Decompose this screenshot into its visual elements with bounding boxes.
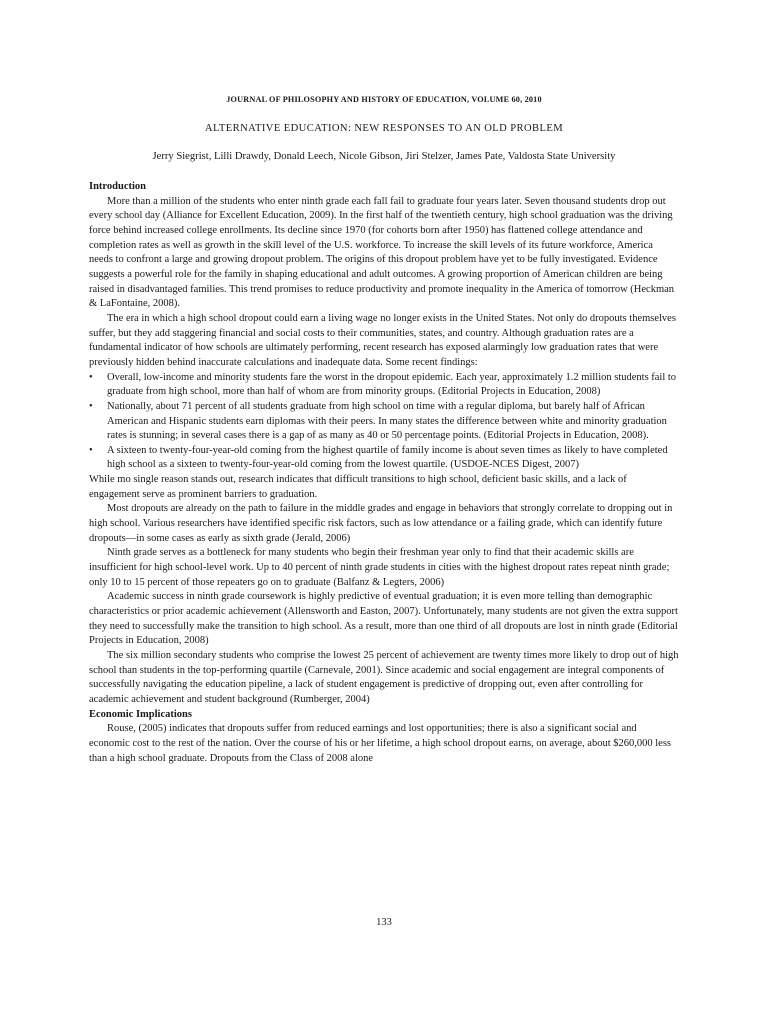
findings-list <box>89 371 679 474</box>
bullet-icon: • <box>89 400 93 412</box>
page-number: 133 <box>376 917 392 928</box>
author-line: Jerry Siegrist, Lilli Drawdy, Donald Leech, Nicole Gibson, Jiri Stelzer, James Pate, Valdosta State University <box>152 151 616 162</box>
bullet-icon: • <box>89 371 93 383</box>
section-heading-introduction: Introduction <box>89 181 146 192</box>
bullet-icon: • <box>89 444 93 456</box>
paragraph: Most dropouts are already on the path to failure in the middle grades and engage in behaviors that strongly correlate to dropping out in high school. Various researchers have identified specific risk factors, such as low attendance or a failing grade, which can identify future dropouts—in some cases as early as sixth grade (Jerald, 2006) <box>89 503 673 544</box>
paragraph: The era in which a high school dropout could earn a living wage no longer exists in the United States. Not only do dropouts themselves suffer, but they add staggering financial and social costs to their communities, states, and country. Although graduation rates are a fundamental indicator of how schools are ultimately performing, recent research has exposed alarmingly low graduation rates that were previously hidden behind inaccurate calculations and inadequate data. Some recent findings: <box>89 312 676 368</box>
paragraph: Rouse, (2005) indicates that dropouts suffer from reduced earnings and lost opportunities; there is also a significant social and economic cost to the rest of the nation. Over the course of his or her lifetime, a high school dropout earns, on average, about $260,000 less than a high school graduate. Dropouts from the Class of 2008 alone <box>89 723 672 764</box>
paragraph: Academic success in ninth grade coursework is highly predictive of eventual graduation; it is even more telling than demographic characteristics or prior academic achievement (Allensworth and Easton, 2007). Unfortunately, many students are not given the extra support they need to successfully make the transition to high school. As a result, more than one third of all dropouts are lost in ninth grade (Editorial Projects in Education, 2008) <box>89 591 678 647</box>
running-header: JOURNAL OF PHILOSOPHY AND HISTORY OF EDUCATION, VOLUME 60, 2010 <box>226 95 542 104</box>
paragraph: The six million secondary students who comprise the lowest 25 percent of achievement are twenty times more likely to drop out of high school than students in the top-performing quartile (Carnevale, 2001). Since academic and social engagement are integral components of successfully navigating the education pipeline, a lack of student engagement is predictive of dropping out, even after controlling for academic achievement and student background (Rumberger, 2004) <box>89 650 679 705</box>
list-item-text: Overall, low-income and minority students fare the worst in the dropout epidemic. Each year, approximately 1.2 million students fail to graduate from high school, more than half of whom are from minority groups. (Editorial Projects in Education, 2008) <box>107 371 677 398</box>
paragraph: More than a million of the students who enter ninth grade each fall fail to graduate four years later. Seven thousand students drop out every school day (Alliance for Excellent Education, 2009). In the first half of the twentieth century, high school graduation was the driving force behind increased college enrollments. Its decline since 1970 (for cohorts born after 1950) has flattened college attendance and completion rates as well as growth in the skill level of the U.S. workforce. To increase the skill levels of its future workforce, America needs to confront a large and growing dropout problem. The origins of this dropout problem have yet to be fully investigated. Evidence suggests a powerful role for the family in shaping educational and adult outcomes. A growing proportion of American children are being raised in disadvantaged families. This trend promises to reduce productivity and promote inequality in the America of tomorrow (Heckman & LaFontaine, 2008). <box>89 195 675 310</box>
list-item <box>89 371 679 400</box>
list-item <box>89 400 679 444</box>
paragraph: Ninth grade serves as a bottleneck for many students who begin their freshman year only to find that their academic skills are insufficient for high school-level work. Up to 40 percent of ninth grade students in cities with the highest dropout rates repeat ninth grade; only 10 to 15 percent of those repeaters go on to graduate (Balfanz & Legters, 2006) <box>89 547 670 588</box>
list-item-text: Nationally, about 71 percent of all students graduate from high school on time with a regular diploma, but barely half of African American and Hispanic students earn diplomas with their peers. In many states the difference between white and minority graduation rates is stunning; in several cases there is a gap of as many as 40 or 50 percentage points. (Editorial Projects in Education, 2008). <box>107 400 667 442</box>
article-title: ALTERNATIVE EDUCATION: NEW RESPONSES TO AN OLD PROBLEM <box>204 123 564 134</box>
paragraph: While mo single reason stands out, research indicates that difficult transitions to high school, deficient basic skills, and a lack of engagement serve as prominent barriers to graduation. <box>89 474 627 500</box>
section-heading-economic-implications: Economic Implications <box>89 708 192 720</box>
list-item-text: A sixteen to twenty-four-year-old coming from the highest quartile of family income is about seven times as likely to have completed high school as a sixteen to twenty-four-year-old coming from the lowest quartile. (USDOE-NCES Digest, 2007) <box>107 444 668 471</box>
article-body <box>89 180 679 766</box>
list-item <box>89 444 679 473</box>
